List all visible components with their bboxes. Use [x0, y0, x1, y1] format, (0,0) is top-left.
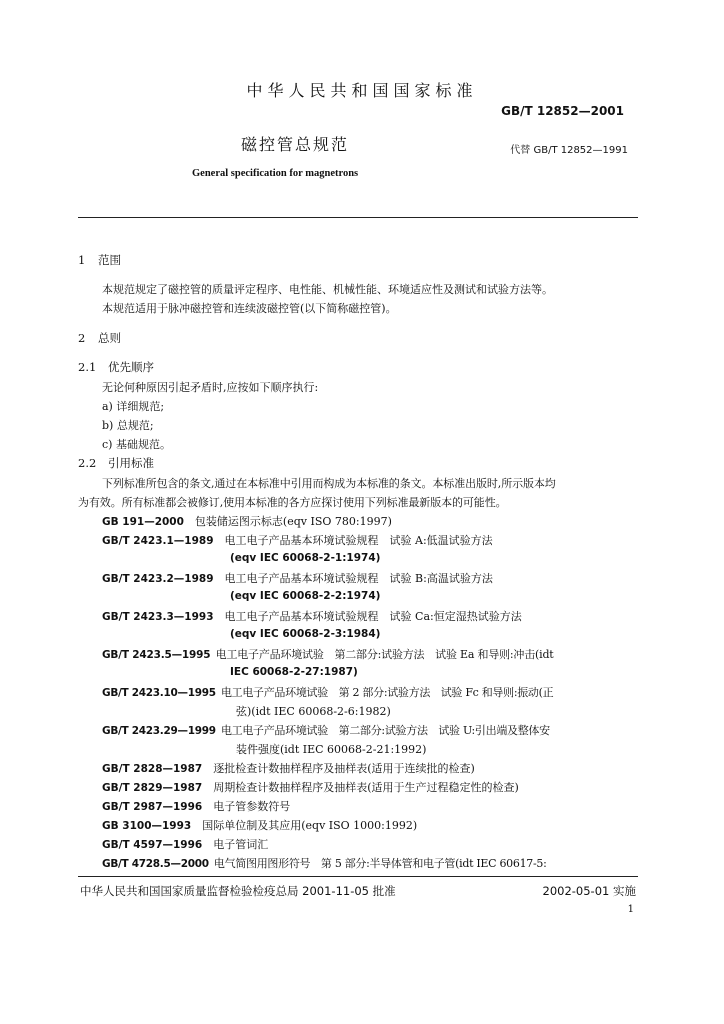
subsection-number: 2.1 [78, 360, 97, 374]
reference-code: GB/T 4597—1996 [102, 839, 203, 851]
reference-code: GB/T 2423.2—1989 [102, 573, 214, 585]
reference-title: 电气简图用图形符号 第 5 部分:半导体管和电子管(idt IEC 60617-5: [213, 857, 547, 870]
reference-continuation: 装件强度(idt IEC 60068-2-21:1992) [236, 743, 427, 756]
reference-code: GB/T 2423.5—1995 [102, 649, 211, 661]
reference-item [102, 513, 392, 529]
section-1-heading [78, 252, 121, 268]
reference-title: 电工电子产品基本环境试验规程 试验 B:高温试验方法 [224, 572, 493, 585]
reference-title: 电工电子产品环境试验 第二部分:试验方法 试验 U:引出端及整体安 [220, 724, 550, 737]
reference-title: 电工电子产品环境试验 第二部分:试验方法 试验 Ea 和导则:冲击(idt [215, 648, 554, 661]
subsection-paragraph: 下列标准所包含的条文,通过在本标准中引用而构成为本标准的条文。本标准出版时,所示版本均 [102, 477, 556, 490]
page-number: 1 [627, 904, 634, 915]
section-title: 范围 [98, 253, 121, 267]
document-title: 磁控管总规范 [240, 135, 349, 154]
reference-item [102, 570, 493, 586]
reference-item [102, 646, 554, 662]
reference-code: GB/T 2423.29—1999 [102, 725, 216, 737]
reference-code: GB/T 4728.5—2000 [102, 858, 209, 870]
reference-title: 电工电子产品基本环境试验规程 试验 Ca:恒定湿热试验方法 [224, 610, 522, 623]
subsection-paragraph: 为有效。所有标准都会被修订,使用本标准的各方应探讨使用下列标准最新版本的可能性。 [78, 496, 507, 509]
reference-item [102, 779, 519, 795]
list-item: a) 详细规范; [102, 400, 165, 413]
reference-item [102, 817, 417, 833]
header-rule [78, 217, 638, 218]
standard-number: GB/T 12852—2001 [501, 104, 624, 118]
reference-code: GB 3100—1993 [102, 820, 192, 832]
approval-statement: 中华人民共和国国家质量监督检验检疫总局 2001-11-05 批准 [80, 884, 396, 898]
subsection-number: 2.2 [78, 456, 97, 470]
reference-item [102, 760, 475, 776]
reference-item [102, 684, 553, 700]
reference-title: 电工电子产品环境试验 第 2 部分:试验方法 试验 Fc 和导则:振动(正 [220, 686, 554, 699]
section-1-paragraph: 本规范适用于脉冲磁控管和连续波磁控管(以下简称磁控管)。 [102, 302, 397, 315]
reference-continuation: (eqv IEC 60068-2-1:1974) [230, 552, 381, 564]
reference-item [102, 608, 522, 624]
reference-code: GB/T 2828—1987 [102, 763, 203, 775]
reference-title: 包装储运图示标志(eqv ISO 780:1997) [194, 515, 392, 528]
reference-code: GB/T 2423.10—1995 [102, 687, 216, 699]
list-item: c) 基础规范。 [102, 438, 171, 451]
section-number: 1 [78, 253, 86, 267]
reference-title: 周期检查计数抽样程序及抽样表(适用于生产过程稳定性的检查) [213, 781, 519, 794]
reference-continuation: IEC 60068-2-27:1987) [230, 666, 358, 678]
reference-title: 国际单位制及其应用(eqv ISO 1000:1992) [202, 819, 418, 832]
reference-item [102, 798, 290, 814]
reference-title: 电工电子产品基本环境试验规程 试验 A:低温试验方法 [224, 534, 493, 547]
subsection-2-1-heading [78, 359, 154, 375]
subsection-paragraph: 无论何种原因引起矛盾时,应按如下顺序执行: [102, 381, 319, 394]
reference-continuation: 弦)(idt IEC 60068-2-6:1982) [236, 705, 391, 718]
reference-code: GB/T 2423.1—1989 [102, 535, 214, 547]
reference-item [102, 855, 547, 871]
reference-code: GB/T 2423.3—1993 [102, 611, 214, 623]
reference-item [102, 722, 550, 738]
section-number: 2 [78, 331, 86, 345]
standard-category-title: 中华人民共和国国家标准 [246, 81, 478, 100]
reference-item [102, 532, 493, 548]
english-title: General specification for magnetrons [192, 168, 359, 179]
section-title: 总则 [98, 331, 121, 345]
list-item: b) 总规范; [102, 419, 154, 432]
section-1-paragraph: 本规范规定了磁控管的质量评定程序、电性能、机械性能、环境适应性及测试和试验方法等。 [102, 283, 553, 296]
reference-item [102, 836, 268, 852]
subsection-title: 引用标准 [108, 456, 154, 470]
footer-rule [78, 876, 638, 877]
replaces-standard: 代替 GB/T 12852—1991 [510, 145, 628, 156]
subsection-title: 优先顺序 [108, 360, 154, 374]
reference-continuation: (eqv IEC 60068-2-3:1984) [230, 628, 381, 640]
reference-code: GB/T 2987—1996 [102, 801, 203, 813]
reference-title: 电子管参数符号 [213, 800, 291, 813]
subsection-2-2-heading [78, 455, 154, 471]
reference-title: 逐批检查计数抽样程序及抽样表(适用于连续批的检查) [213, 762, 475, 775]
effective-date: 2002-05-01 实施 [542, 884, 636, 898]
reference-code: GB/T 2829—1987 [102, 782, 203, 794]
reference-code: GB 191—2000 [102, 516, 184, 528]
reference-continuation: (eqv IEC 60068-2-2:1974) [230, 590, 381, 602]
section-2-heading [78, 330, 121, 346]
reference-title: 电子管词汇 [213, 838, 269, 851]
